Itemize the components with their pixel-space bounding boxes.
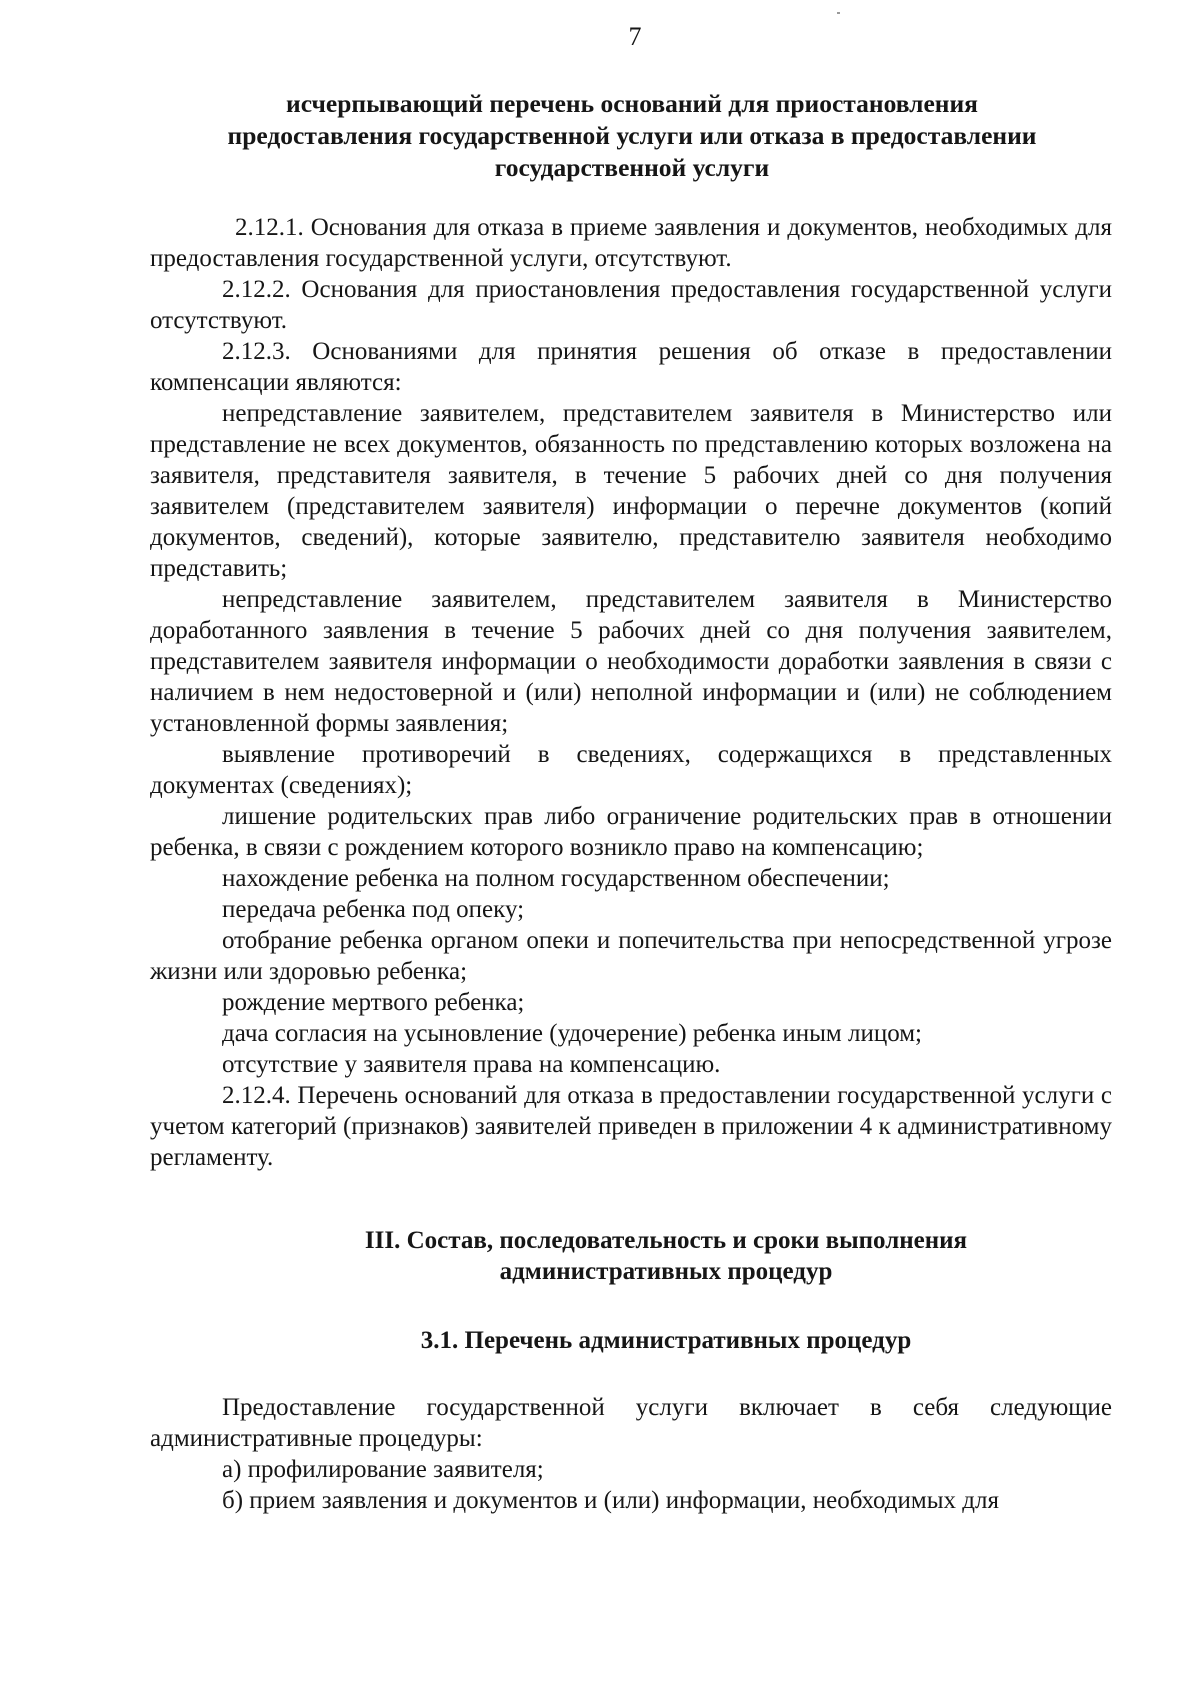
subsection-heading: 3.1. Перечень административных процедур <box>420 1327 912 1354</box>
paragraph-2-12-2: 2.12.2. Основания для приостановления предоставления государственной услуги отсутствуют. <box>150 276 1112 334</box>
procedure-list-item: а) профилирование заявителя; <box>222 1456 544 1483</box>
procedure-list-item: б) прием заявления и документов и (или) информации, необходимых для <box>222 1487 999 1514</box>
refusal-ground-item: непредставление заявителем, представителем заявителя в Министерство или представление не всех документов, обязанность по представлению которых возложена на заявителя, представителя заявителя, в течение 5 рабочих дней со дня получения заявителем (представителем заявителя) информации о перечне документов (копий документов, сведений), которые заявителю, представителю заявителя необходимо представить; <box>150 400 1112 582</box>
paragraph-2-12-4: 2.12.4. Перечень оснований для отказа в предоставлении государственной услуги с учетом категорий (признаков) заявителей приведен в приложении 4 к административному регламенту. <box>150 1082 1112 1171</box>
section-title-line-2: предоставления государственной услуги или отказа в предоставлении <box>227 121 1037 150</box>
page-number: 7 <box>628 22 642 51</box>
intro-paragraph: Предоставление государственной услуги включает в себя следующие административные процедуры: <box>150 1394 1112 1452</box>
chapter-heading <box>150 1225 1112 1287</box>
section-title-line-1: исчерпывающий перечень оснований для приостановления <box>286 89 978 118</box>
chapter-heading-line-2: административных процедур <box>499 1258 833 1285</box>
document-body <box>150 88 1112 1516</box>
refusal-ground-item: рождение мертвого ребенка; <box>222 989 525 1016</box>
paragraph-2-12-3: 2.12.3. Основаниями для принятия решения об отказе в предоставлении компенсации являются: <box>150 338 1112 396</box>
chapter-heading-line-1: III. Состав, последовательность и сроки выполнения <box>364 1227 968 1254</box>
paragraph-2-12-1: 2.12.1. Основания для отказа в приеме заявления и документов, необходимых для предоставления государственной услуги, отсутствуют. <box>150 214 1112 272</box>
section-title <box>132 88 1132 184</box>
section-title-line-3: государственной услуги <box>494 153 770 182</box>
refusal-ground-item: непредставление заявителем, представителем заявителя в Министерство доработанного заявления в течение 5 рабочих дней со дня получения заявителем, представителем заявителя информации о необходимости доработки заявления в связи с наличием в нем недостоверной и (или) неполной информации и (или) не соблюдением установленной формы заявления; <box>150 586 1112 737</box>
refusal-ground-item: лишение родительских прав либо ограничение родительских прав в отношении ребенка, в связи с рождением которого возникло право на компенсацию; <box>150 803 1112 861</box>
refusal-ground-item: дача согласия на усыновление (удочерение) ребенка иным лицом; <box>222 1020 922 1047</box>
refusal-ground-item: отобрание ребенка органом опеки и попечительства при непосредственной угрозе жизни или здоровью ребенка; <box>150 927 1112 985</box>
refusal-ground-item: отсутствие у заявителя права на компенсацию. <box>222 1051 721 1078</box>
refusal-ground-item: передача ребенка под опеку; <box>222 896 525 923</box>
refusal-ground-item: нахождение ребенка на полном государственном обеспечении; <box>222 865 890 892</box>
refusal-ground-item: выявление противоречий в сведениях, содержащихся в представленных документах (сведениях); <box>150 741 1112 799</box>
scan-speck <box>837 12 840 14</box>
